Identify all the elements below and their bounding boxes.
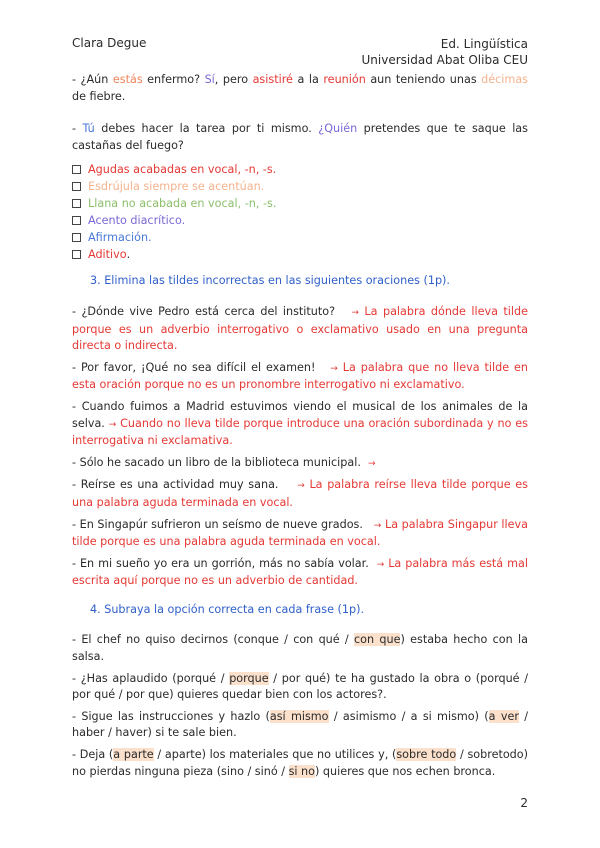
arrow-icon: →: [108, 419, 117, 430]
highlighted-answer: si no: [288, 764, 315, 778]
checkbox[interactable]: [72, 250, 81, 259]
arrow-icon: →: [330, 363, 338, 374]
exercise-item: - El chef no quiso decirnos (conque / con qué / con que) estaba hecho con la salsa.: [72, 633, 528, 664]
exercise-item: - ¿Has aplaudido (porqué / porque / por qué) te ha gustado la obra o (porqué / por qué / por que) quieres quedar bien con los actores?.: [72, 671, 528, 702]
exercise-item: - Por favor, ¡Qué no sea difícil el examen! → La palabra que no lleva tilde en esta oración porque no es un pronombre interrogativo ni exclamativo.: [72, 360, 528, 392]
legend-item: Afirmación.: [72, 229, 528, 246]
highlighted-answer: a ver: [488, 709, 519, 723]
legend-item: Agudas acabadas en vocal, -n, -s.: [72, 161, 528, 178]
exercise-item: - Deja (a parte / aparte) los materiales que no utilices y, (sobre todo / sobretodo) no pierdas ninguna pieza (sino / sinó / si no) quieres que nos echen bronca.: [72, 748, 528, 778]
exercise-item: - En mi sueño yo era un gorrión, más no sabía volar. → La palabra más está mal escrita aquí porque no es un adverbio de cantidad.: [72, 556, 528, 588]
highlighted-answer: a parte: [113, 748, 154, 762]
header-author: Clara Degue: [72, 36, 147, 50]
highlighted-answer: porque: [229, 671, 269, 685]
highlighted-answer: sobre todo: [396, 748, 457, 762]
checkbox[interactable]: [72, 165, 81, 174]
arrow-icon: →: [297, 481, 305, 492]
color-legend: [72, 161, 528, 263]
page-number: 2: [520, 796, 528, 810]
exercise-item: - Cuando fuimos a Madrid estuvimos viendo el musical de los animales de la selva. → Cuando no lleva tilde porque introduce una oración subordinada y no es interrogativa ni exclamativa.: [72, 399, 529, 448]
legend-item: Llana no acabada en vocal, -n, -s.: [72, 195, 528, 212]
intro-paragraph-1: - ¿Aún estás enfermo? Sí, pero asistiré a la reunión aun teniendo unas décimas de fiebre.: [72, 73, 528, 103]
exercise-item: - En Singapúr sufrieron un seísmo de nueve grados. → La palabra Singapur lleva tilde porque es una palabra aguda terminada en vocal.: [72, 517, 529, 549]
highlighted-answer: con que: [354, 633, 401, 647]
legend-item: Esdrújula siempre se acentúan.: [72, 178, 528, 195]
checkbox[interactable]: [72, 182, 81, 191]
exercise-item: - Sólo he sacado un libro de la biblioteca municipal. →: [72, 455, 376, 469]
section-4-heading: 4. Subraya la opción correcta en cada frase (1p).: [90, 602, 365, 616]
checkbox[interactable]: [72, 233, 81, 242]
exercise-item: - ¿Dónde vive Pedro está cerca del instituto? → La palabra dónde lleva tilde porque es un adverbio interrogativo o exclamativo usado en una pregunta directa o indirecta.: [72, 304, 528, 353]
arrow-icon: →: [368, 458, 376, 469]
exercise-item: - Reírse es una actividad muy sana. → La palabra reírse lleva tilde porque es una palabra aguda terminada en vocal.: [72, 478, 529, 509]
highlighted-answer: así mismo: [269, 709, 329, 723]
arrow-icon: →: [376, 559, 385, 570]
arrow-icon: →: [373, 520, 382, 531]
section-3-heading: 3. Elimina las tildes incorrectas en las siguientes oraciones (1p).: [90, 274, 450, 288]
intro-paragraph-2: - Tú debes hacer la tarea por ti mismo. ¿Quién pretendes que te saque las castañas del fuego?: [72, 122, 528, 152]
legend-item: Acento diacrítico.: [72, 212, 528, 229]
legend-item: Aditivo .: [72, 246, 528, 263]
header-right: [362, 36, 528, 68]
header-university: Universidad Abat Oliba CEU: [361, 53, 528, 67]
document-body: [72, 72, 528, 780]
header-subject: Ed. Lingüística: [440, 37, 528, 51]
checkbox[interactable]: [72, 216, 81, 225]
arrow-icon: →: [351, 307, 359, 318]
checkbox[interactable]: [72, 199, 81, 208]
exercise-item: - Sigue las instrucciones y hazlo (así mismo / asimismo / a si mismo) (a ver / haber / haver) si te sale bien.: [72, 709, 529, 740]
